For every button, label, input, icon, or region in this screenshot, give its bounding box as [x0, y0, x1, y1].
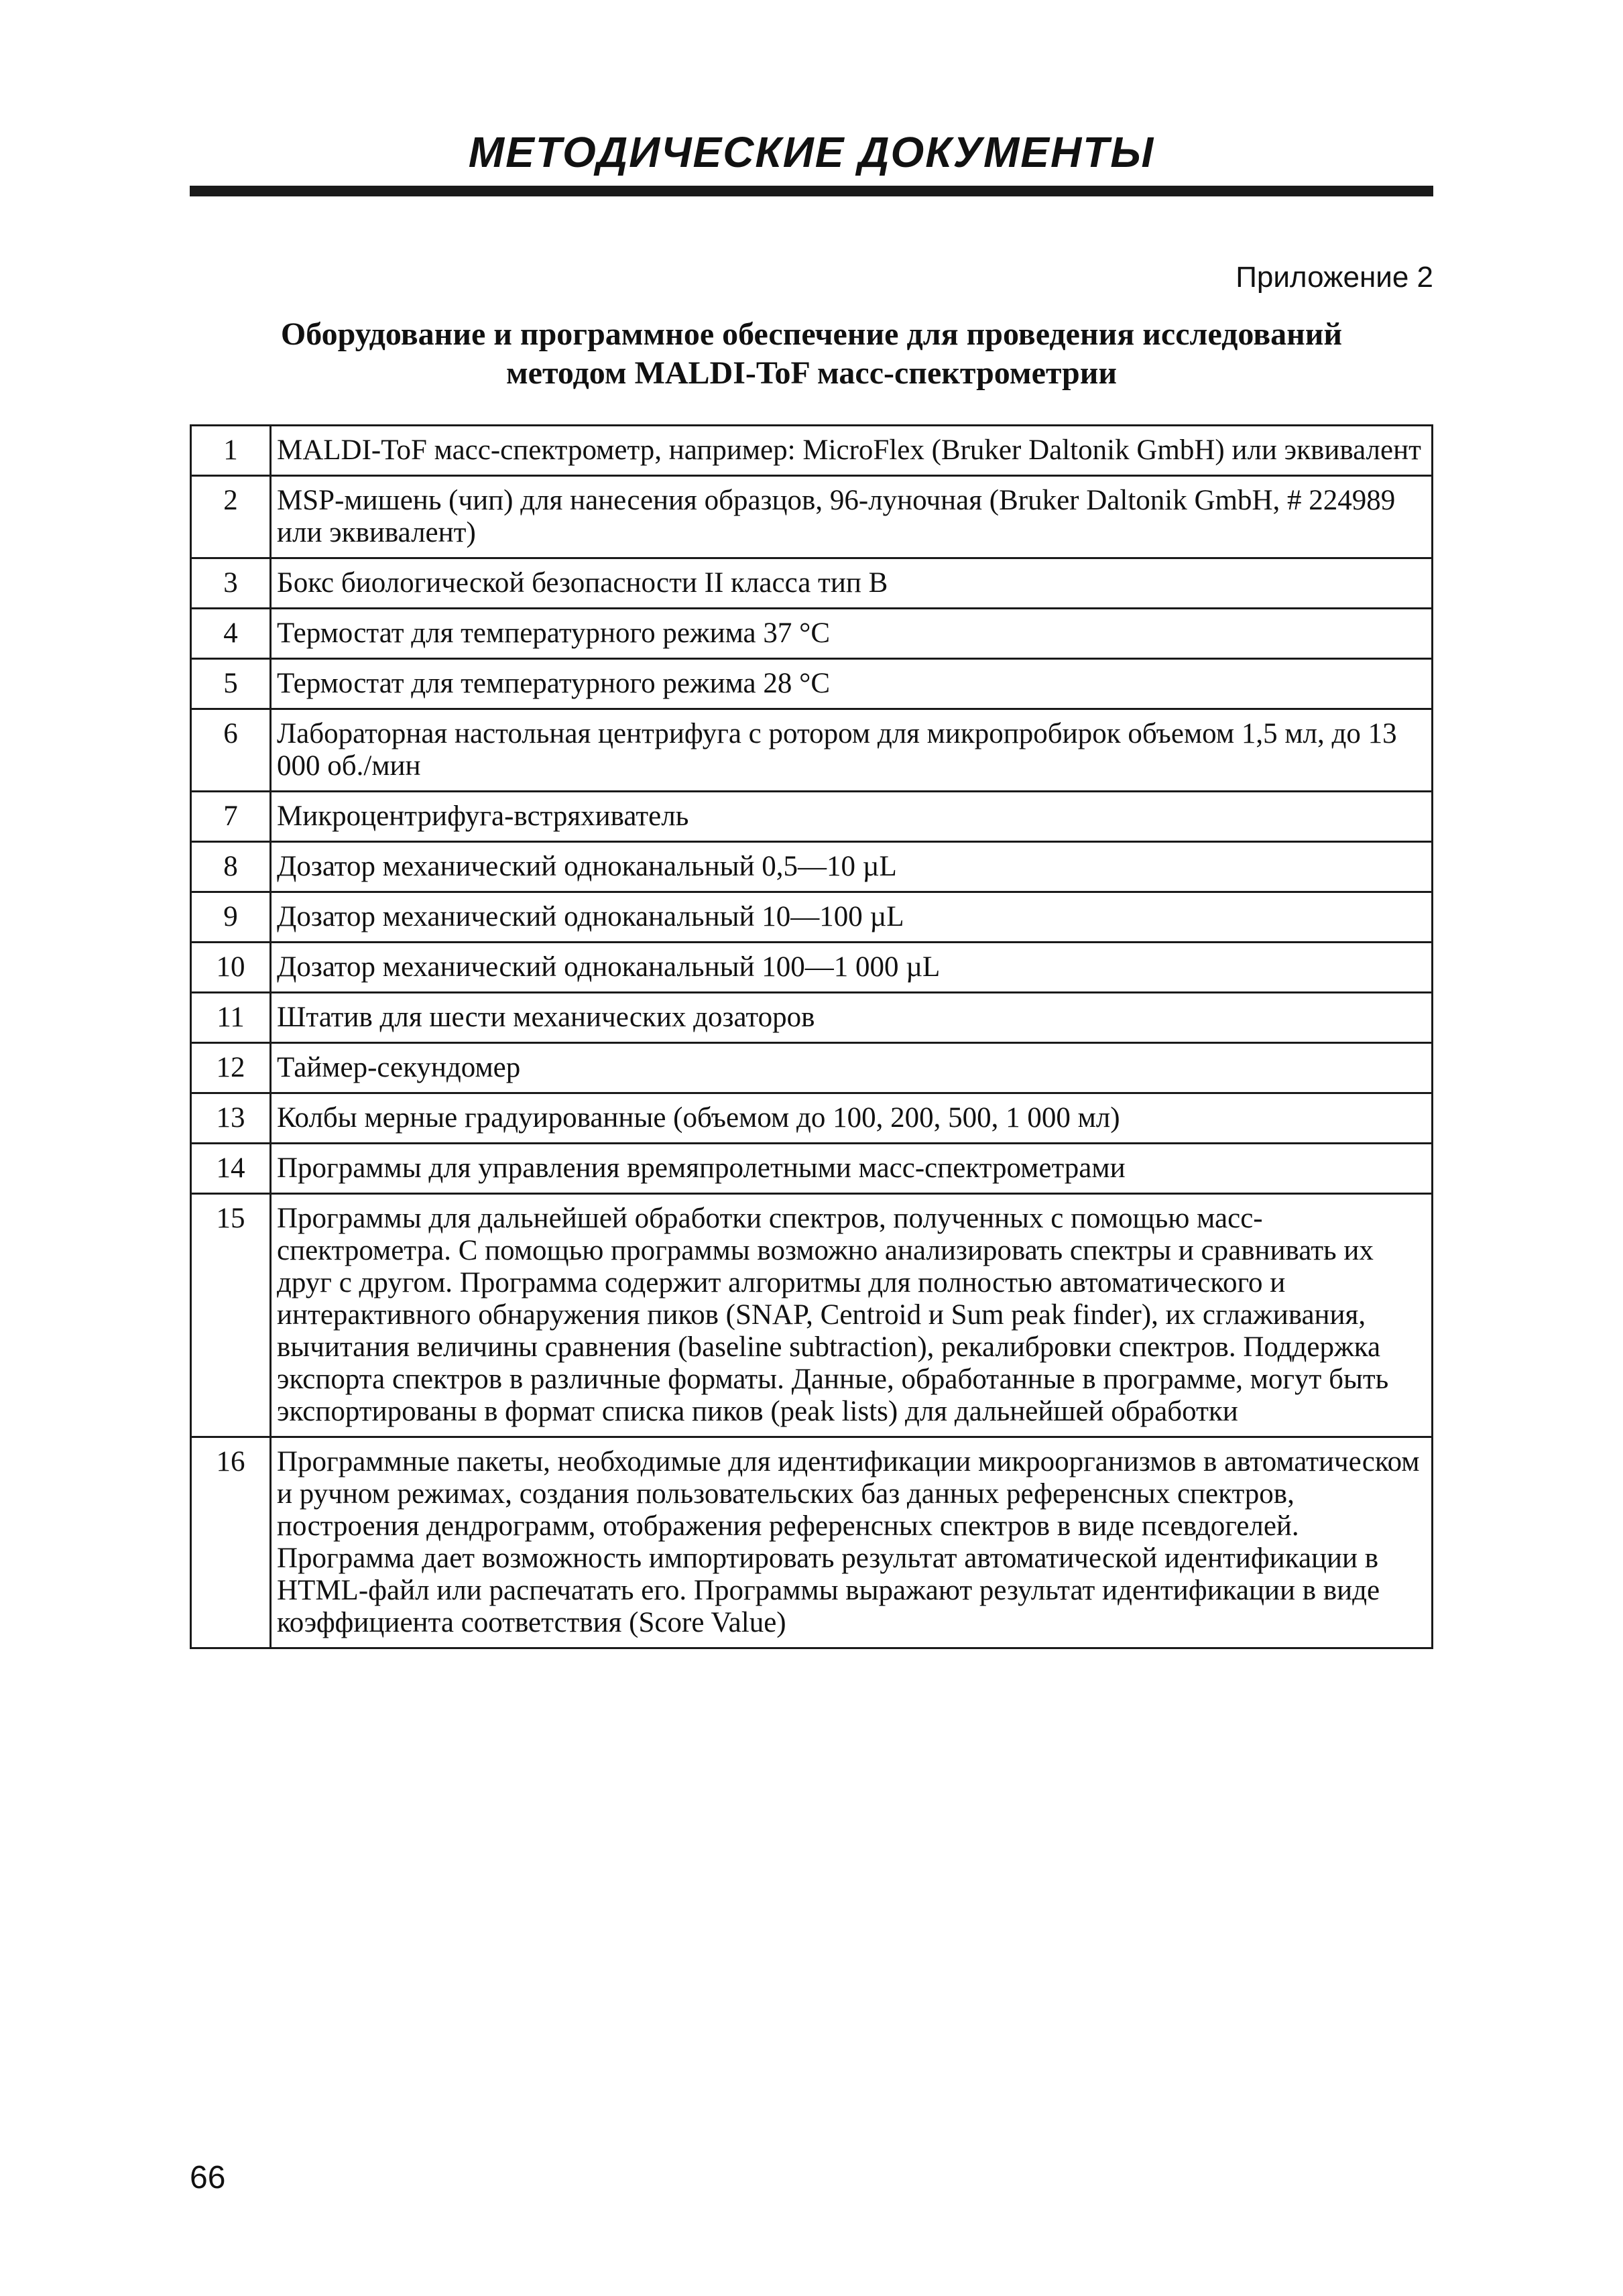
table-row: [191, 892, 1433, 943]
row-description: Программы для дальнейшей обработки спектров, полученных с помощью масс-спектрометра. С помощью программы возможно анализировать спектры и сравнивать их друг с другом. Программа содержит алгоритмы для полностью автоматического и интерактивного обнаружения пиков (SNAP, Centroid и Sum peak finder), их сглаживания, вычитания величины сравнения (baseline subtraction), рекалибровки спектров. Поддержка экспорта спектров в различные форматы. Данные, обработанные в программе, могут быть экспортированы в формат списка пиков (peak lists) для дальнейшей обработки: [271, 1194, 1433, 1437]
table-row: [191, 1043, 1433, 1093]
row-description: Штатив для шести механических дозаторов: [271, 993, 1433, 1043]
row-number: 13: [191, 1093, 271, 1144]
row-number: 9: [191, 892, 271, 943]
row-description: MSP-мишень (чип) для нанесения образцов, 96-луночная (Bruker Daltonik GmbH, # 224989 или эквивалент): [271, 476, 1433, 558]
row-number: 14: [191, 1144, 271, 1194]
document-title-line-2: методом MALDI-ToF масс-спектрометрии: [505, 355, 1118, 391]
row-description: Термостат для температурного режима 37 °С: [271, 609, 1433, 659]
row-number: 4: [191, 609, 271, 659]
table-row: [191, 943, 1433, 993]
row-number: 16: [191, 1437, 271, 1648]
table-row: [191, 1194, 1433, 1437]
row-description: Бокс биологической безопасности II класса тип В: [271, 558, 1433, 609]
row-number: 7: [191, 792, 271, 842]
row-number: 11: [191, 993, 271, 1043]
row-description: Колбы мерные градуированные (объемом до 100, 200, 500, 1 000 мл): [271, 1093, 1433, 1144]
row-number: 1: [191, 426, 271, 476]
table-row: [191, 1144, 1433, 1194]
row-description: Микроцентрифуга-встряхиватель: [271, 792, 1433, 842]
table-row: [191, 659, 1433, 709]
row-description: Программные пакеты, необходимые для идентификации микроорганизмов в автоматическом и ручном режимах, создания пользовательских баз данных референсных спектров, построения дендрограмм, отображения референсных спектров в виде псевдогелей. Программа дает возможность импортировать результат автоматической идентификации в HTML-файл или распечатать его. Программы выражают результат идентификации в виде коэффициента соответствия (Score Value): [271, 1437, 1433, 1648]
header-rule: [190, 186, 1433, 196]
table-row: [191, 709, 1433, 792]
table-row: [191, 426, 1433, 476]
equipment-table: [190, 424, 1433, 1649]
row-number: 5: [191, 659, 271, 709]
running-header-title: МЕТОДИЧЕСКИЕ ДОКУМЕНТЫ: [468, 128, 1155, 176]
row-number: 3: [191, 558, 271, 609]
appendix-label: Приложение 2: [1236, 261, 1433, 294]
row-description: Термостат для температурного режима 28 °С: [271, 659, 1433, 709]
table-row: [191, 609, 1433, 659]
document-title-line-1: Оборудование и программное обеспечение для проведения исследований: [280, 316, 1343, 352]
row-description: Таймер-секундомер: [271, 1043, 1433, 1093]
table-row: [191, 1437, 1433, 1648]
row-number: 15: [191, 1194, 271, 1437]
row-description: Дозатор механический одноканальный 100—1 000 µL: [271, 943, 1433, 993]
row-number: 12: [191, 1043, 271, 1093]
table-row: [191, 993, 1433, 1043]
row-description: MALDI-ToF масс-спектрометр, например: MicroFlex (Bruker Daltonik GmbH) или эквивалент: [271, 426, 1433, 476]
table-row: [191, 1093, 1433, 1144]
page-number: 66: [190, 2160, 226, 2195]
table-row: [191, 558, 1433, 609]
row-description: Дозатор механический одноканальный 10—100 µL: [271, 892, 1433, 943]
row-number: 8: [191, 842, 271, 892]
row-description: Программы для управления времяпролетными масс-спектрометрами: [271, 1144, 1433, 1194]
table-row: [191, 476, 1433, 558]
row-number: 10: [191, 943, 271, 993]
table-row: [191, 792, 1433, 842]
document-title: [190, 315, 1433, 393]
row-description: Дозатор механический одноканальный 0,5—10 µL: [271, 842, 1433, 892]
row-number: 2: [191, 476, 271, 558]
table-row: [191, 842, 1433, 892]
row-number: 6: [191, 709, 271, 792]
row-description: Лабораторная настольная центрифуга с ротором для микропробирок объемом 1,5 мл, до 13 000 об./мин: [271, 709, 1433, 792]
